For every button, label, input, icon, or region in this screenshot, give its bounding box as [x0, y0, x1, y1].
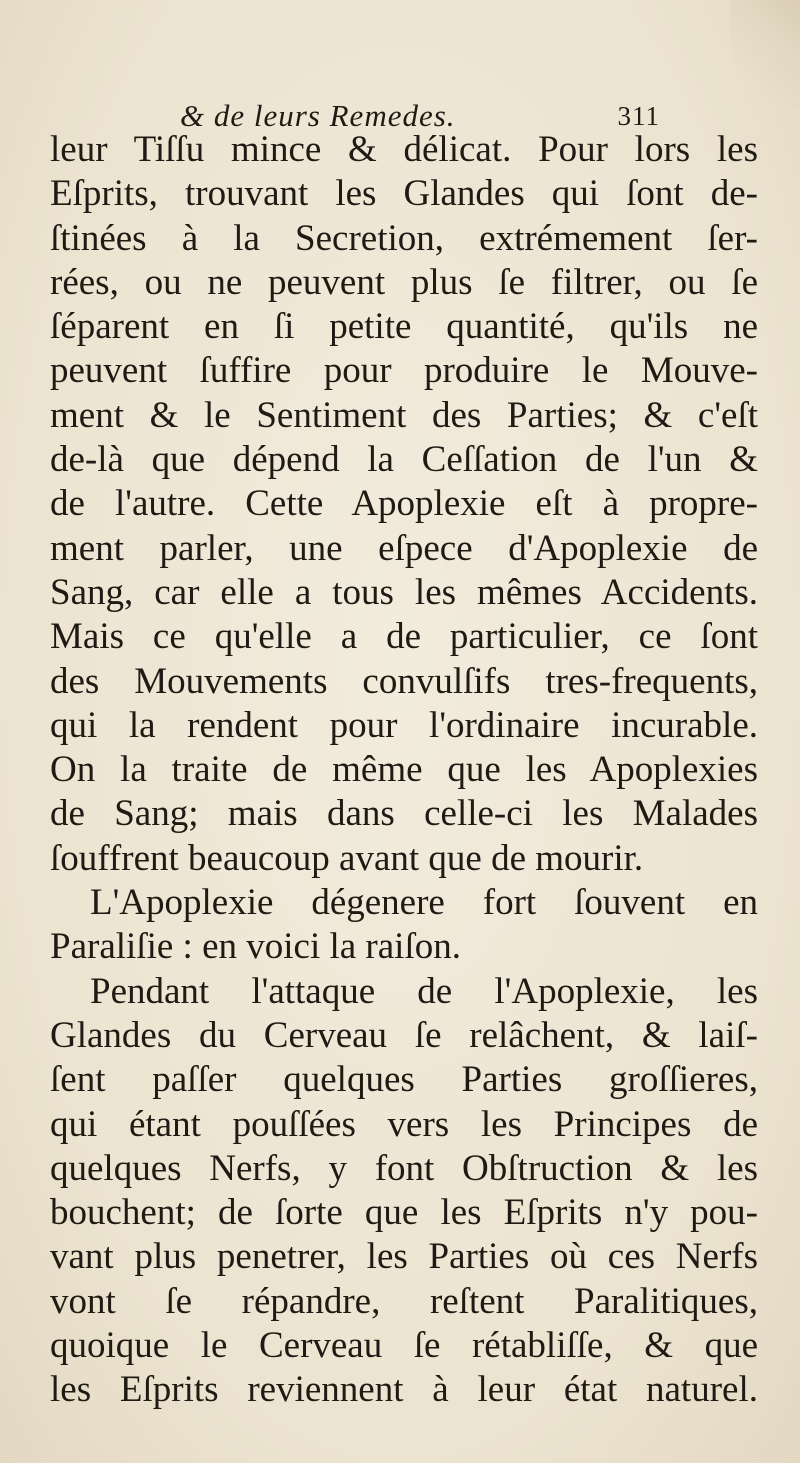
- text-line: Mais ce qu'elle a de particulier, ce ſont: [50, 616, 758, 658]
- text-line: ſent paſſer quelques Parties groſſieres,: [50, 1059, 758, 1101]
- text-line: ment parler, une eſpece d'Apoplexie de: [50, 527, 758, 569]
- text-line: bouchent; de ſorte que les Eſprits n'y pou-: [50, 1192, 758, 1234]
- text-line: vont ſe répandre, reſtent Paralitiques,: [50, 1280, 758, 1322]
- text-line: ment & le Sentiment des Parties; & c'eſt: [50, 394, 758, 436]
- text-line: quoique le Cerveau ſe rétabliſſe, & que: [50, 1325, 758, 1367]
- text-line: quelques Nerfs, y font Obſtruction & les: [50, 1147, 758, 1189]
- text-line: vant plus penetrer, les Parties où ces Nerfs: [50, 1236, 758, 1278]
- text-line: de l'autre. Cette Apoplexie eſt à propre-: [50, 483, 758, 525]
- text-line: ſtinées à la Secretion, extrémement ſer-: [50, 217, 758, 259]
- text-line: de Sang; mais dans celle-ci les Malades: [50, 793, 758, 835]
- body-text: [50, 128, 758, 1413]
- text-line: peuvent ſuffire pour produire le Mouve-: [50, 350, 758, 392]
- text-line: qui la rendent pour l'ordinaire incurable.: [50, 704, 758, 746]
- text-line: leur Tiſſu mince & délicat. Pour lors les: [50, 129, 758, 170]
- text-line: ſéparent en ſi petite quantité, qu'ils ne: [50, 306, 758, 348]
- text-line: Eſprits, trouvant les Glandes qui ſont de-: [50, 173, 758, 215]
- text-line: ſouffrent beaucoup avant que de mourir.: [50, 837, 644, 879]
- page-number: 311: [617, 101, 660, 131]
- running-head: & de leurs Remedes.: [180, 98, 456, 133]
- text-line: rées, ou ne peuvent plus ſe filtrer, ou ſe: [50, 261, 758, 303]
- text-line: Sang, car elle a tous les mêmes Accidents.: [50, 571, 758, 613]
- text-line: des Mouvements convulſifs tres-frequents,: [50, 660, 758, 702]
- text-line: Paraliſie : en voici la raiſon.: [50, 926, 461, 968]
- text-line: qui étant pouſſées vers les Principes de: [50, 1103, 758, 1145]
- text-line: Glandes du Cerveau ſe relâchent, & laiſ-: [50, 1014, 758, 1056]
- text-line: Pendant l'attaque de l'Apoplexie, les: [90, 970, 758, 1012]
- text-line: L'Apoplexie dégenere fort ſouvent en: [90, 882, 758, 924]
- text-line: les Eſprits reviennent à leur état naturel.: [50, 1369, 758, 1411]
- text-line: de-là que dépend la Ceſſation de l'un &: [50, 439, 758, 481]
- text-line: On la traite de même que les Apoplexies: [50, 749, 758, 791]
- page-corner-shadow: [730, 0, 800, 110]
